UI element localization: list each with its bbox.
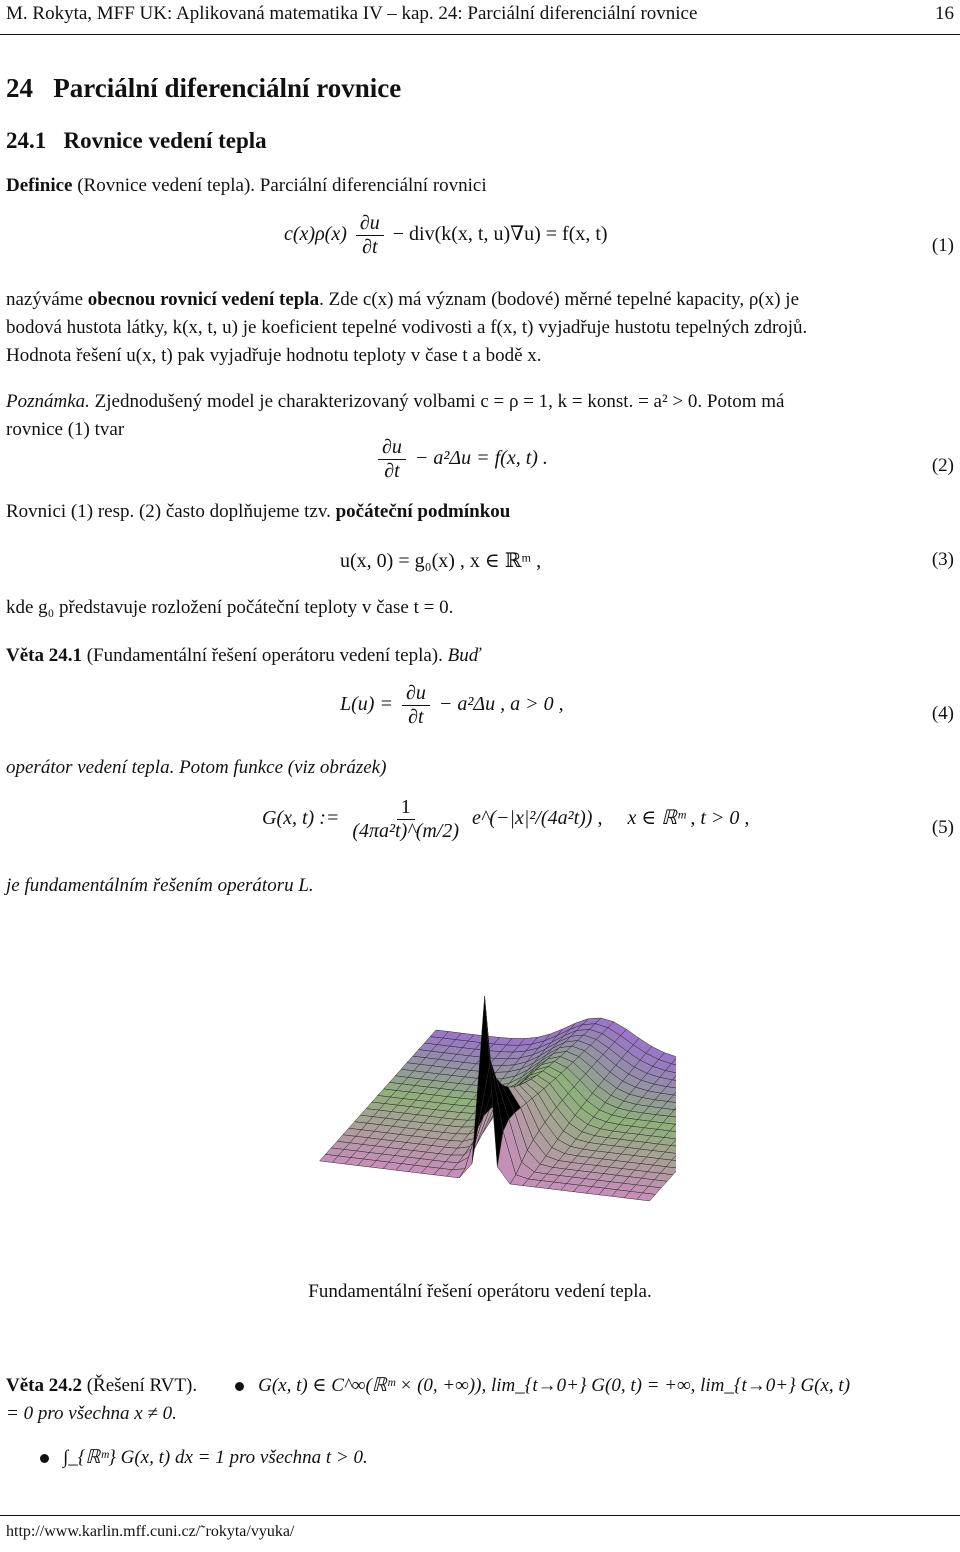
header-title: M. Rokyta, MFF UK: Aplikovaná matematika IV – kap. 24: Parciální diferenciální rovnice: [6, 3, 698, 24]
equation-3: u(x, 0) = g₀(x) , x ∈ ℝᵐ ,: [340, 550, 542, 572]
theorem1-title: (Fundamentální řešení operátoru vedení tepla).: [86, 645, 443, 666]
remark-label: Poznámka.: [6, 391, 90, 412]
eq5-lhs: G(x, t) :=: [262, 807, 340, 830]
definition-label: Definice: [6, 175, 73, 196]
eq5-numerator: 1: [397, 796, 415, 820]
theorem2-label: Věta 24.2: [6, 1375, 82, 1396]
remark-line2: rovnice (1) tvar: [6, 419, 125, 440]
definition-paragraph-line3: Hodnota řešení u(x, t) pak vyjadřuje hodnotu teploty v čase t a bodě x.: [6, 345, 542, 366]
figure-caption: Fundamentální řešení operátoru vedení tepla.: [308, 1281, 652, 1302]
chapter-number: 24: [6, 73, 33, 103]
header-page-number: 16: [935, 3, 954, 24]
eq2-tag: (2): [931, 455, 954, 476]
heat-kernel-surface-plot: [296, 935, 676, 1215]
equation-1: [284, 212, 608, 259]
def-p1-c: . Zde c(x) má význam (bodové) měrné tepelné kapacity, ρ(x) je: [319, 289, 799, 310]
theorem1-line2: operátor vedení tepla. Potom funkce (viz obrázek): [6, 757, 387, 778]
eq5-rhs: x ∈ ℝᵐ , t > 0 ,: [627, 807, 750, 830]
eq1-lhs: c(x)ρ(x): [284, 223, 347, 246]
header-rule: [0, 34, 960, 35]
section-number: 24.1: [6, 128, 47, 153]
theorem2-line2: = 0 pro všechna x ≠ 0.: [6, 1403, 177, 1424]
theorem1-line1: [6, 642, 954, 671]
footer-url: http://www.karlin.mff.cuni.cz/˜rokyta/vyuka/: [6, 1523, 295, 1540]
eq4-lhs: L(u) =: [340, 693, 393, 716]
remark-text1: Zjednodušený model je charakterizovaný volbami c = ρ = 1, k = konst. = a² > 0. Potom má: [94, 391, 785, 412]
theorem2-bullet2: ∫_{ℝᵐ} G(x, t) dx = 1 pro všechna t > 0.: [63, 1447, 368, 1468]
definition-intro-text: Parciální diferenciální rovnici: [259, 175, 487, 196]
equation-4: [340, 682, 564, 729]
eq2-denominator: ∂t: [384, 460, 400, 482]
eq1-denominator: ∂t: [362, 236, 378, 258]
eq4-fraction: [402, 682, 430, 729]
eq1-fraction: [356, 212, 384, 259]
running-header: [6, 0, 954, 29]
theorem2-bullet2-row: [40, 1444, 954, 1473]
eq4-tag: (4): [931, 703, 954, 724]
heat-kernel-figure: [296, 935, 676, 1225]
definition-paragraph-line2: bodová hustota látky, k(x, t, u) je koeficient tepelné vodivosti a f(x, t) vyjadřuje hustotu tepelných zdrojů.: [6, 317, 808, 338]
theorem2-line1: [6, 1372, 954, 1401]
eq5-fraction: [348, 796, 463, 843]
eq1-numerator: ∂u: [356, 212, 384, 236]
eq2-rhs: − a²Δu = f(x, t) .: [414, 447, 548, 470]
remark-line1: [6, 388, 954, 417]
eq2-fraction: [378, 436, 406, 483]
eq4-rhs: − a²Δu , a > 0 ,: [438, 693, 564, 716]
eq5-tag: (5): [931, 817, 954, 838]
footer-rule: [0, 1515, 960, 1516]
definition-paragraph-line1: [6, 286, 954, 315]
bullet-icon: [235, 1382, 244, 1391]
eq4-numerator: ∂u: [402, 682, 430, 706]
bullet-icon: [40, 1454, 49, 1463]
eq1-rhs: − div(k(x, t, u)∇u) = f(x, t): [392, 223, 608, 246]
eq3-tag: (3): [931, 549, 954, 570]
section-title: Rovnice vedení tepla: [63, 128, 267, 153]
remark-text3: Rovnici (1) resp. (2) často doplňujeme tzv.: [6, 501, 336, 522]
section-heading: [6, 124, 954, 159]
equation-5: [262, 796, 749, 843]
eq4-denominator: ∂t: [408, 706, 424, 728]
chapter-title: Parciální diferenciální rovnice: [53, 73, 402, 103]
equation-2: [374, 436, 548, 483]
theorem2-bullet1: G(x, t) ∈ C^∞(ℝᵐ × (0, +∞)), lim_{t→0+} G(0, t) = +∞, lim_{t→0+} G(x, t): [258, 1375, 851, 1396]
def-p1-a: nazýváme: [6, 289, 88, 310]
chapter-heading: [6, 68, 954, 109]
def-p1-term: obecnou rovnicí vedení tepla: [87, 289, 320, 310]
definition-intro: [6, 172, 954, 201]
theorem1-text-after: Buď: [447, 645, 481, 666]
eq1-tag: (1): [931, 235, 954, 256]
eq5-exponential: e^(−|x|²/(4a²t)) ,: [472, 807, 603, 830]
remark-line3: [6, 498, 954, 527]
theorem1-line3: je fundamentálním řešením operátoru L.: [6, 875, 314, 896]
remark-line4: kde g₀ představuje rozložení počáteční teploty v čase t = 0.: [6, 597, 454, 618]
eq2-numerator: ∂u: [378, 436, 406, 460]
definition-title: (Rovnice vedení tepla).: [77, 175, 256, 196]
theorem1-label: Věta 24.1: [6, 645, 82, 666]
remark-term-initial-condition: počáteční podmínkou: [335, 501, 511, 522]
eq5-denominator: (4πa²t)^(m/2): [352, 820, 460, 842]
theorem2-title: (Řešení RVT).: [86, 1375, 198, 1396]
